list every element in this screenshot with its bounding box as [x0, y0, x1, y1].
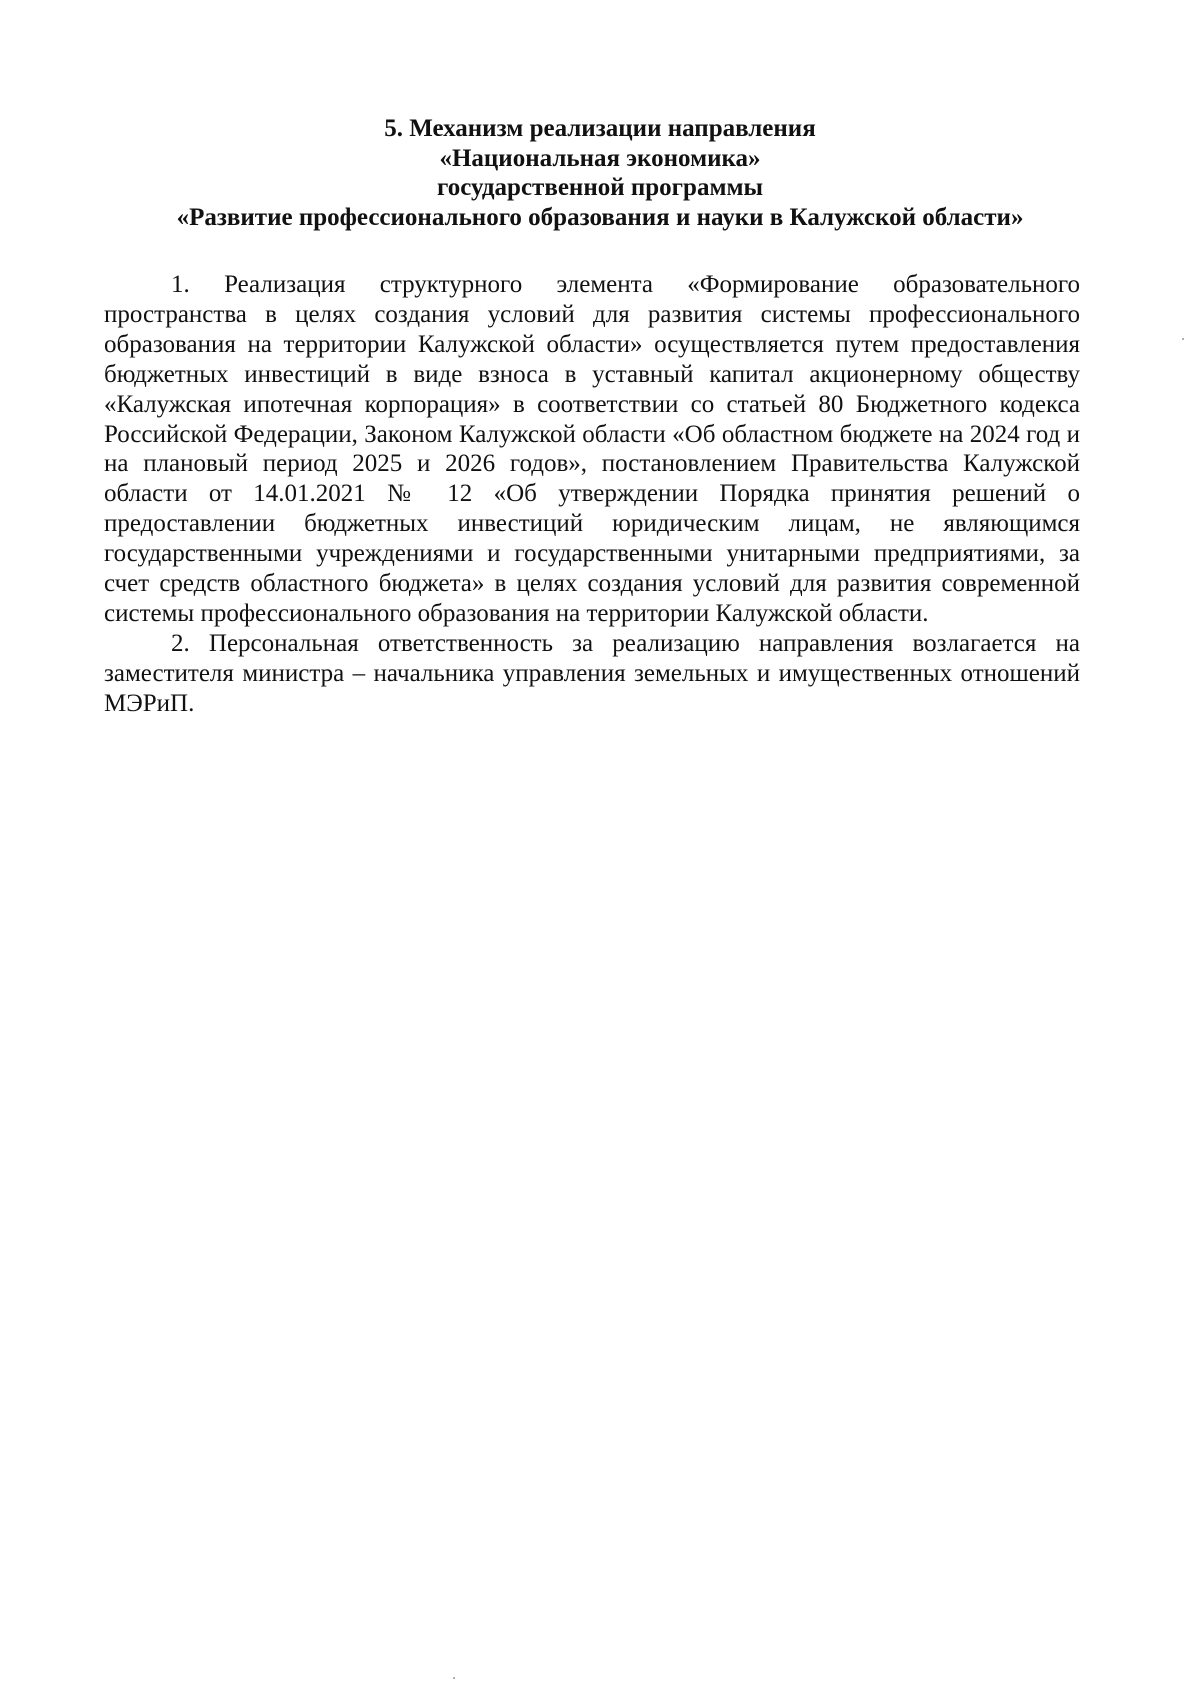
- scan-speck: [1182, 338, 1184, 340]
- heading-line-4: «Развитие профессионального образования и науки в Калужской области»: [176, 203, 1024, 231]
- scan-speck: [453, 1677, 455, 1679]
- heading-line-2: «Национальная экономика»: [439, 144, 761, 172]
- paragraph-2: 2. Персональная ответственность за реализацию направления возлагается на заместителя министра – начальника управления земельных и имущественных отношений МЭРиП.: [104, 629, 1080, 717]
- section-heading: [0, 114, 1200, 232]
- document-body: [104, 270, 1080, 719]
- heading-line-3: государственной программы: [436, 174, 764, 201]
- heading-line-1: 5. Механизм реализации направления: [384, 115, 816, 142]
- paragraph-1: 1. Реализация структурного элемента «Формирование образовательного пространства в целях создания условий для развития системы профессионального образования на территории Калужской области» осуществляется путем предоставления бюджетных инвестиций в виде взноса в уставный капитал акционерному обществу «Калужская ипотечная корпорация» в соответствии со статьей 80 Бюджетного кодекса Российской Федерации, Законом Калужской области «Об областном бюджете на 2024 год и на плановый период 2025 и 2026 годов», постановлением Правительства Калужской области от 14.01.2021 № 12 «Об утверждении Порядка принятия решений о предоставлении бюджетных инвестиций юридическим лицам, не являющимся государственными учреждениями и государственными унитарными предприятиями, за счет средств областного бюджета» в целях создания условий для развития современной системы профессионального образования на территории Калужской области.: [104, 271, 1080, 627]
